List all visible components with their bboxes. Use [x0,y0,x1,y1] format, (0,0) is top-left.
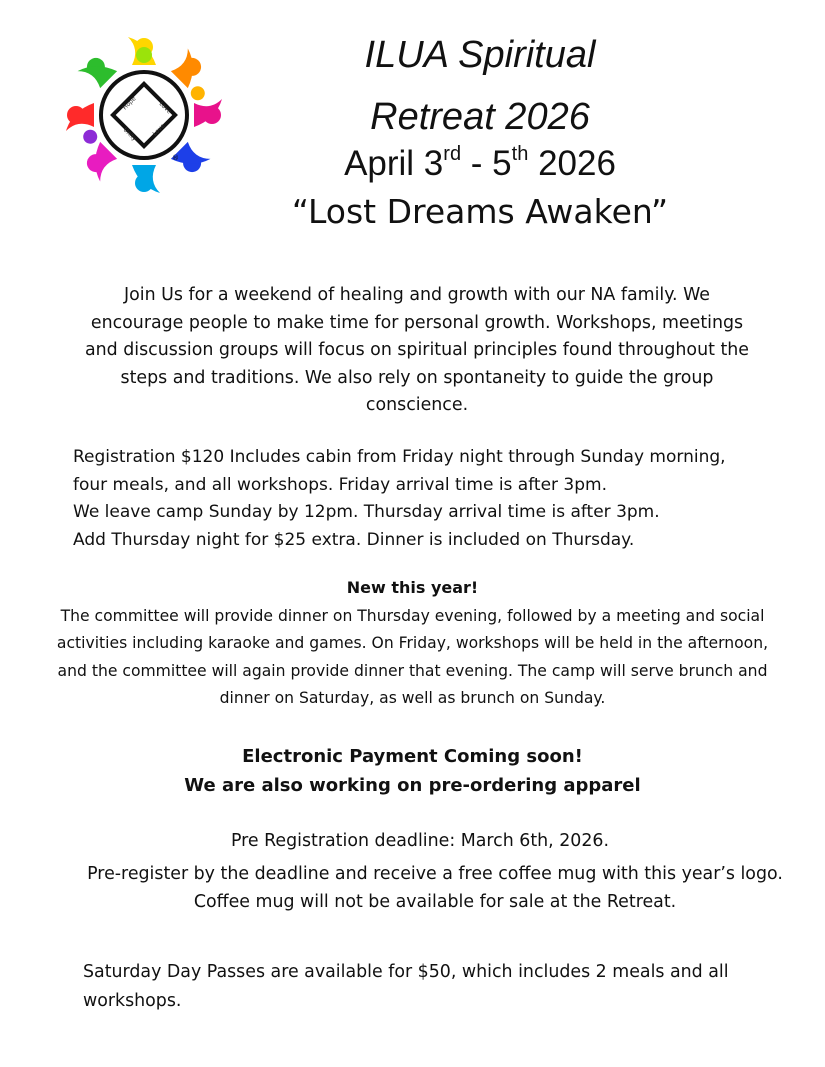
intro-paragraph: Join Us for a weekend of healing and growth with our NA family. We encourage people to make time for personal growth. Workshops, meetings and discussion groups will focus on spiritual principles found throughout the steps and traditions. We also rely on spontaneity to guide the group conscience. [85,285,749,415]
day-pass-info: Saturday Day Passes are available for $50, which includes 2 meals and all workshops. [83,962,729,1011]
svg-text:®: ® [172,154,179,162]
new-this-year-title: New this year! [346,578,479,597]
date-start-suffix: rd [443,143,462,166]
date-start: April 3 [344,144,444,183]
svg-text:Unity: Unity [121,126,138,143]
registration-line-1: Registration $120 Includes cabin from Friday night through Sunday morning, [73,447,726,467]
date-year: 2026 [528,144,616,183]
new-this-year-body: The committee will provide dinner on Thursday evening, followed by a meeting and social activities including karaoke and games. On Friday, workshops will be held in the afternoon, and the committee will again provide dinner that evening. The camp will serve brunch and dinner on Saturday, as well as brunch on Sunday. [56,607,769,707]
title-line-1: ILUA Spiritual [364,34,596,76]
svg-text:Hope: Hope [121,95,138,112]
svg-text:Love: Love [157,100,173,116]
registration-line-2: four meals, and all workshops. Friday arrival time is after 3pm. [73,474,607,495]
date-end-suffix: th [511,143,529,166]
retreat-theme: “Lost Dreams Awaken” [291,192,669,231]
preregistration-deadline: Pre Registration deadline: March 6th, 2026. [230,831,610,851]
electronic-payment-notice: Electronic Payment Coming soon! [242,746,583,767]
apparel-notice: We are also working on pre-ordering apparel [184,775,641,796]
event-dates [300,144,660,184]
registration-info [73,444,773,554]
na-emblem [101,72,187,162]
date-separator: - 5 [461,144,512,183]
title-line-2: Retreat 2026 [370,96,590,138]
registration-line-3: We leave camp Sunday by 12pm. Thursday arrival time is after 3pm. [73,502,660,522]
svg-text:Love: Love [151,122,167,138]
na-logo [55,32,233,198]
preregistration-details: Pre-register by the deadline and receive a free coffee mug with this year’s logo. Coffee mug will not be available for sale at the Retreat. [87,864,783,912]
registration-line-4: Add Thursday night for $25 extra. Dinner is included on Thursday. [73,529,635,550]
